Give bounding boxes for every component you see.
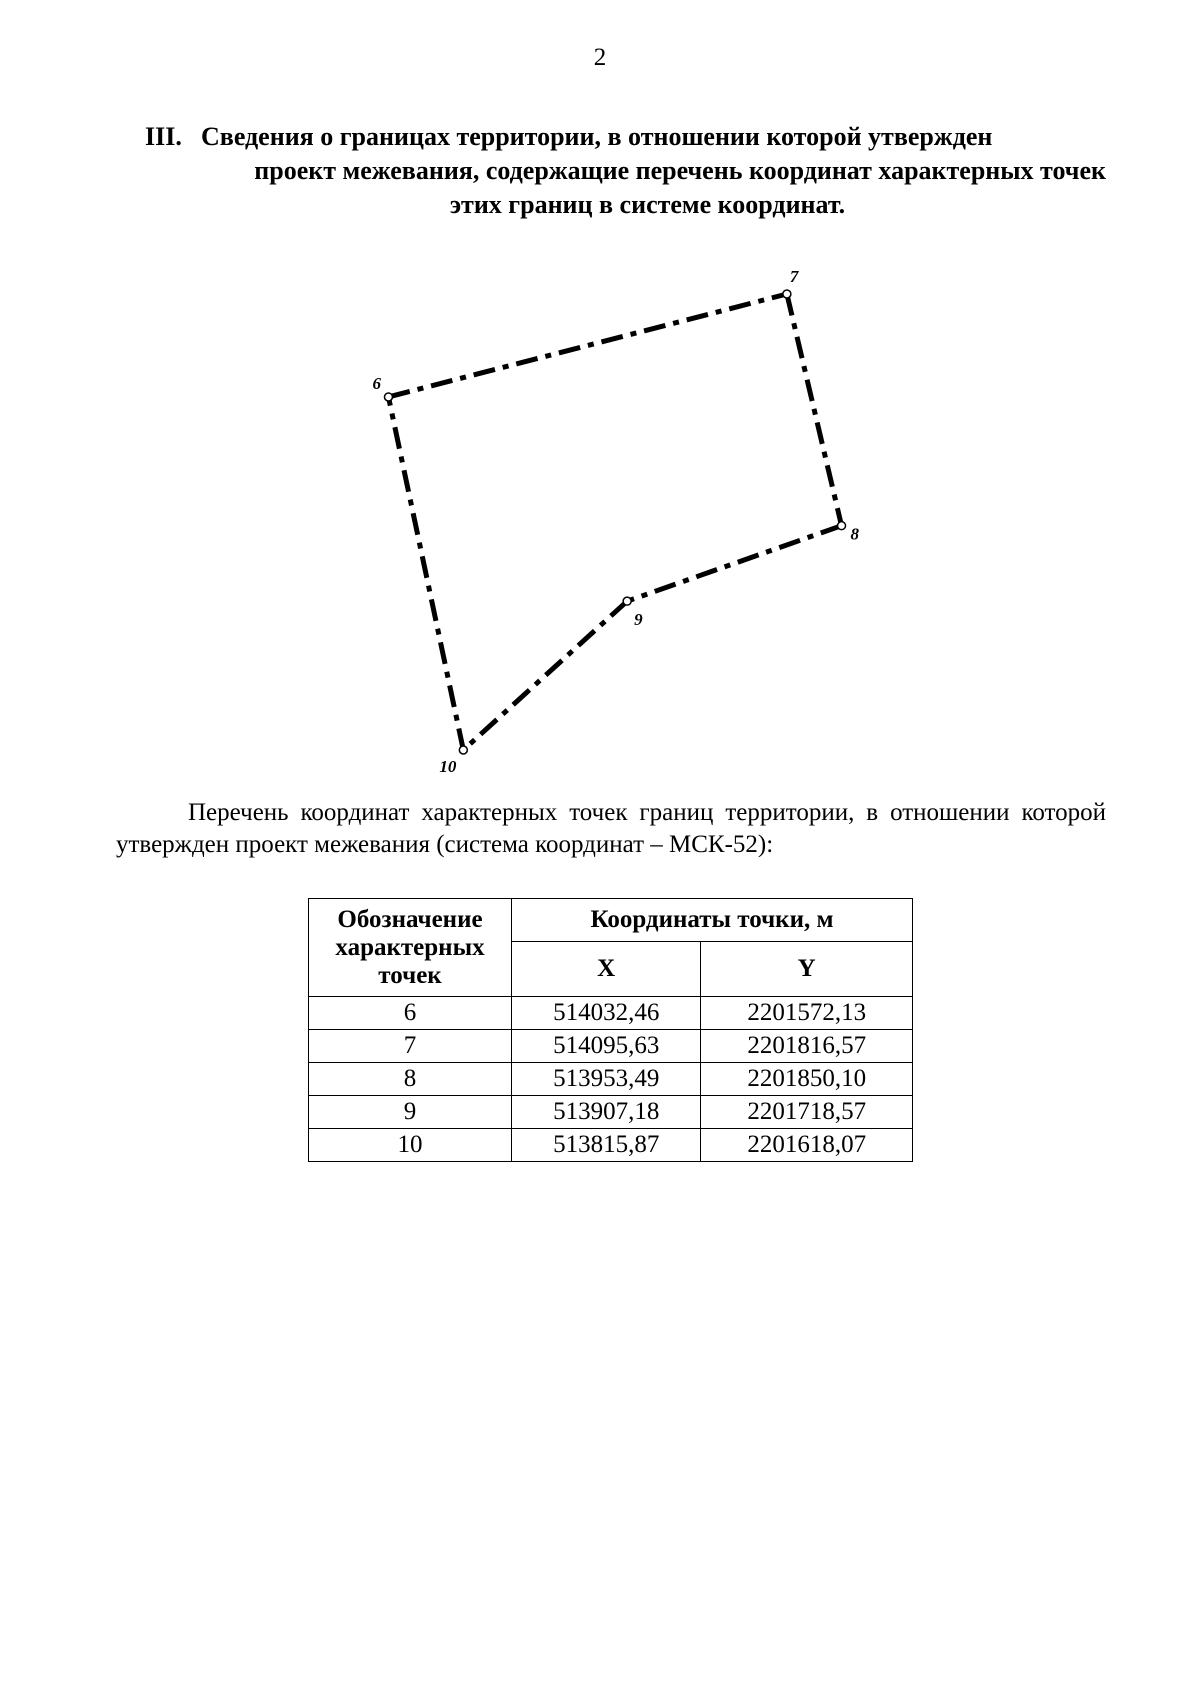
boundary-points [384,290,845,754]
table-row [309,1129,913,1162]
boundary-segment-8-9 [627,526,841,601]
cell-point: 7 [309,1030,512,1063]
boundary-point-6 [384,393,392,401]
section-title-text-1: Сведения о границах территории, в отношении которой утвержден [201,122,993,151]
cell-x: 514095,63 [512,1030,701,1063]
header-point-name: Обозначение характерных точек [309,899,512,997]
boundary-point-8 [838,522,846,530]
boundary-segment-10-6 [388,397,463,750]
section-title [145,120,1110,222]
header-x: X [512,942,701,997]
cell-point: 10 [309,1129,512,1162]
boundary-segment-9-10 [463,601,627,750]
cell-point: 8 [309,1063,512,1096]
boundary-labels [372,267,859,776]
section-title-line-1 [145,120,1110,154]
cell-y: 2201718,57 [701,1096,913,1129]
table-row [309,997,913,1030]
header-y: Y [701,942,913,997]
point-label-8: 8 [850,524,860,544]
boundary-point-7 [783,290,791,298]
point-label-10: 10 [439,757,457,776]
table-row [309,1063,913,1096]
cell-x: 513907,18 [512,1096,701,1129]
page-number: 2 [593,44,607,71]
boundary-lines [388,294,841,750]
coordinates-table [308,898,913,1162]
point-label-6: 6 [372,373,381,393]
coordinates-intro-text: Перечень координат характерных точек границ территории, в отношении которой утвержден проект межевания (система координат – МСК-52): [116,799,1106,858]
section-title-line-2: проект межевания, содержащие перечень координат характерных точек [254,156,1106,185]
table-row [309,1096,913,1129]
cell-x: 513815,87 [512,1129,701,1162]
boundary-point-10 [459,746,467,754]
cell-y: 2201618,07 [701,1129,913,1162]
cell-point: 6 [309,997,512,1030]
cell-y: 2201816,57 [701,1030,913,1063]
table-row [309,1030,913,1063]
point-label-7: 7 [789,267,799,286]
header-coordinates: Координаты точки, м [512,899,913,942]
section-number: III. [145,122,182,151]
boundary-segment-6-7 [388,294,786,397]
boundary-point-9 [623,597,631,605]
point-label-9: 9 [634,610,643,630]
cell-point: 9 [309,1096,512,1129]
cell-x: 514032,46 [512,997,701,1030]
cell-x: 513953,49 [512,1063,701,1096]
cell-y: 2201572,13 [701,997,913,1030]
section-title-line-3: этих границ в системе координат. [449,190,846,219]
boundary-segment-7-8 [787,294,842,526]
cell-y: 2201850,10 [701,1063,913,1096]
